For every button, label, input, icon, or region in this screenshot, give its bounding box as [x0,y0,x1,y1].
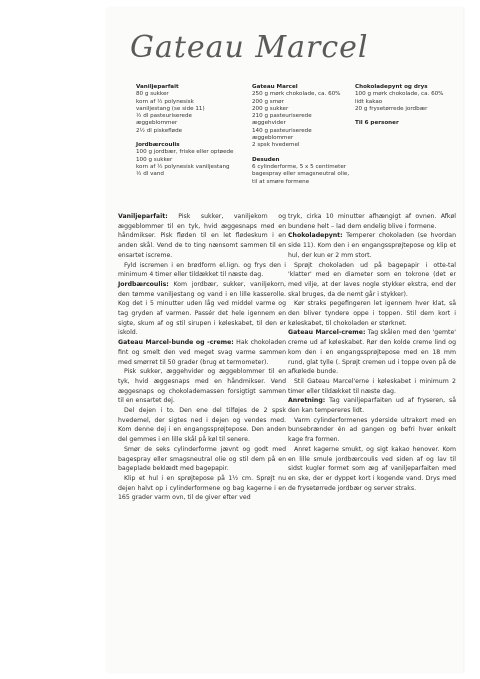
ingredient-heading: Gateau Marcel [252,84,298,90]
method-paragraph [288,299,456,328]
section-gap [355,113,455,120]
method-paragraph [118,261,286,280]
recipe-title: Gateau Marcel [130,30,369,65]
method-paragraph [288,328,456,377]
method-paragraph [288,416,456,445]
method-text: Pisk sukker, vaniljekorn og æggeblommer til en tyk, hvid æggesnaps med en håndmikser. Pisk fløden til en let flødeskum i en anden skål. Vend de to ting nænsomt sammen til en ensartet iscreme. [118,213,286,259]
ingredient-line: æggehvider [252,120,286,127]
method-text: tryk, cirka 10 minutter afhængigt af ovnen. Afkøl bundene helt – lad dem endelig blive i formene. [288,213,456,230]
section-gap [252,150,352,157]
ingredient-line: korn af ½ polynesisk [136,98,194,105]
ingredient-line: ½ dl pasteuriserede [136,113,192,120]
method-step-heading: Gateau Marcel-creme: [288,329,366,337]
method-step-heading: Jordbærcoulis: [118,280,169,288]
method-paragraph [118,445,286,474]
method-text: Pisk sukker, æggehvider og æggeblommer til en tyk, hvid æggesnaps med en håndmikser. Vend æggesnaps og chokolademassen forsigtigt sammen til en ensartet dej. [118,368,286,405]
method-paragraph [118,338,286,367]
method-paragraph [118,212,286,261]
ingredient-line: 210 g pasteuriserede [252,113,312,120]
method-text: Fyld iscremen i en brødform el.lign. og frys den i minimum 4 timer eller tildækket til næste dag. [118,261,286,279]
method-paragraph [118,406,286,445]
method-text: Sprøjt chokoladen ud på bagepapir i otte-tal 'klatter' med en diameter som en tokrone (det er med vilje, at der laves nogle stykker ekstra, end der skal bruges, da de nemt går i stykker). [288,261,456,298]
method-text: Varm cylinderformenes yderside ultrakort med en bunsebrænder én ad gangen og befri hver enkelt kage fra formen. [288,416,456,444]
ingredient-heading: Desuden [252,156,280,163]
ingredient-line: til at smøre formene [252,178,310,185]
ingredient-heading: Vaniljeparfait [136,84,179,90]
method-paragraph [118,280,286,338]
ingredient-line: 6 cylinderforme, 5 x 5 centimeter [252,163,347,170]
method-paragraph [288,212,456,231]
ingredient-line: 140 g pasteuriserede [252,127,312,134]
ingredient-heading: Chokoladepynt og drys [355,84,428,90]
ingredient-line: æggeblommer [136,120,178,127]
ingredient-line: vaniljestang (se side 11) [136,105,205,112]
method-text: Hak chokoladen fint og smelt den ved meget svag varme sammen med smørret til 50 grader (brug et termometer). [118,339,286,366]
method-paragraph [118,474,286,503]
ingredient-line: 80 g sukker [136,91,169,98]
method-paragraph [118,367,286,406]
ingredient-heading: Jordbærcoulis [136,142,180,149]
ingredient-line: 250 g mørk chokolade, ca. 60% [252,91,341,98]
ingredient-heading: Til 6 personer [355,120,399,127]
ingredient-line: 2½ dl piskefløde [136,127,183,134]
method-text: Del dejen i to. Den ene del tilføjes de 2 spsk hvedemel, der sigtes ned i dejen og vendes med. Kom denne dej i en engangssprøjtepose. Den anden del gemmes i en lille skål på køl til senere. [118,407,286,444]
ingredient-line: æggeblommer [252,135,294,142]
method-column-right [288,212,456,493]
method-step-heading: Gateau Marcel-bunde og -creme: [118,339,234,347]
ingredient-line: 200 g smør [252,98,284,105]
section-gap [136,135,246,142]
ingredients-column-3 [355,84,455,127]
method-text: Kom jordbær, sukker, vaniljekorn, den tømme vaniljestang og vand i en lille kasserolle. Kog det i 5 minutter uden låg ved middel varme og tag gryden af varmen. Passér det hele igennem en sigte, skum af og stil sirupen i køleskabet, til den er iskold. [118,280,286,337]
method-step-heading: Chokoladepynt: [288,232,343,240]
method-paragraph [288,377,456,396]
method-paragraph [288,445,456,494]
ingredient-line: 100 g mørk chokolade, ca. 60% [355,91,444,98]
method-step-heading: Vaniljeparfait: [118,213,168,220]
ingredients-column-2 [252,84,352,186]
ingredient-line: lidt kakao [355,98,383,105]
method-text: Stil Gateau Marcel'erne i køleskabet i minimum 2 timer eller tildækket til næste dag. [288,377,456,395]
method-column-left [118,212,286,503]
ingredient-line: korn af ½ polynesisk vaniljestang [136,163,230,170]
method-text: Anret kagerne smukt, og sigt kakao henover. Kom en lille smule jordbærcoulis ved siden af og lav til sidst kugler formet som æg af vaniljeparfaiten med en ske, der er dyppet kort i kogende vand. Drys med de frysetørrede jordbær og server straks. [288,445,456,492]
ingredient-line: 200 g sukker [252,105,289,112]
ingredient-line: 100 g sukker [136,156,173,163]
ingredient-line: bagespray eller smagsneutral olie, [252,171,350,178]
method-text: Klip et hul i en sprøjtepose på 1½ cm. Sprøjt nu dejen halvt op i cylinderformene og bag kagerne i en 165 grader varm ovn, til de giver efter ved [118,474,286,502]
method-text: Kør straks pegefingeren let igennem hver klat, så den bliver tyndere oppe i toppen. Stil dem kort i køleskabet, til chokoladen er størknet. [288,300,456,327]
method-text: Tag skålen med den 'gemte' creme ud af køleskabet. Rør den kolde creme lind og kom den i en engangssprøjtepose med en 18 mm rund, glat tylle (. Sprøjt cremen ud i toppe oven på de afkølede bunde. [288,329,456,376]
method-step-heading: Anretning: [288,397,326,405]
method-text: Tag vaniljeparfaiten ud af fryseren, så den kan tempereres lidt. [288,397,456,415]
method-text: Temperer chokoladen (se hvordan side 11). Kom den i en engangssprøjtepose og klip et hul, der kun er 2 mm stort. [288,232,456,259]
method-paragraph [288,396,456,415]
method-text: Smør de seks cylinderforme jævnt og godt med bagespray eller smagsneutral olie og stil dem på en bageplade beklædt med bagepapir. [118,445,286,473]
ingredient-line: ½ dl vand [136,171,164,178]
ingredients-column-1 [136,84,246,179]
method-paragraph [288,261,456,300]
method-paragraph [288,231,456,260]
ingredient-line: 20 g frysetørrede jordbær [355,105,428,112]
ingredient-line: 2 spsk hvedemel [252,142,300,149]
ingredient-line: 100 g jordbær, friske eller optøede [136,149,234,156]
